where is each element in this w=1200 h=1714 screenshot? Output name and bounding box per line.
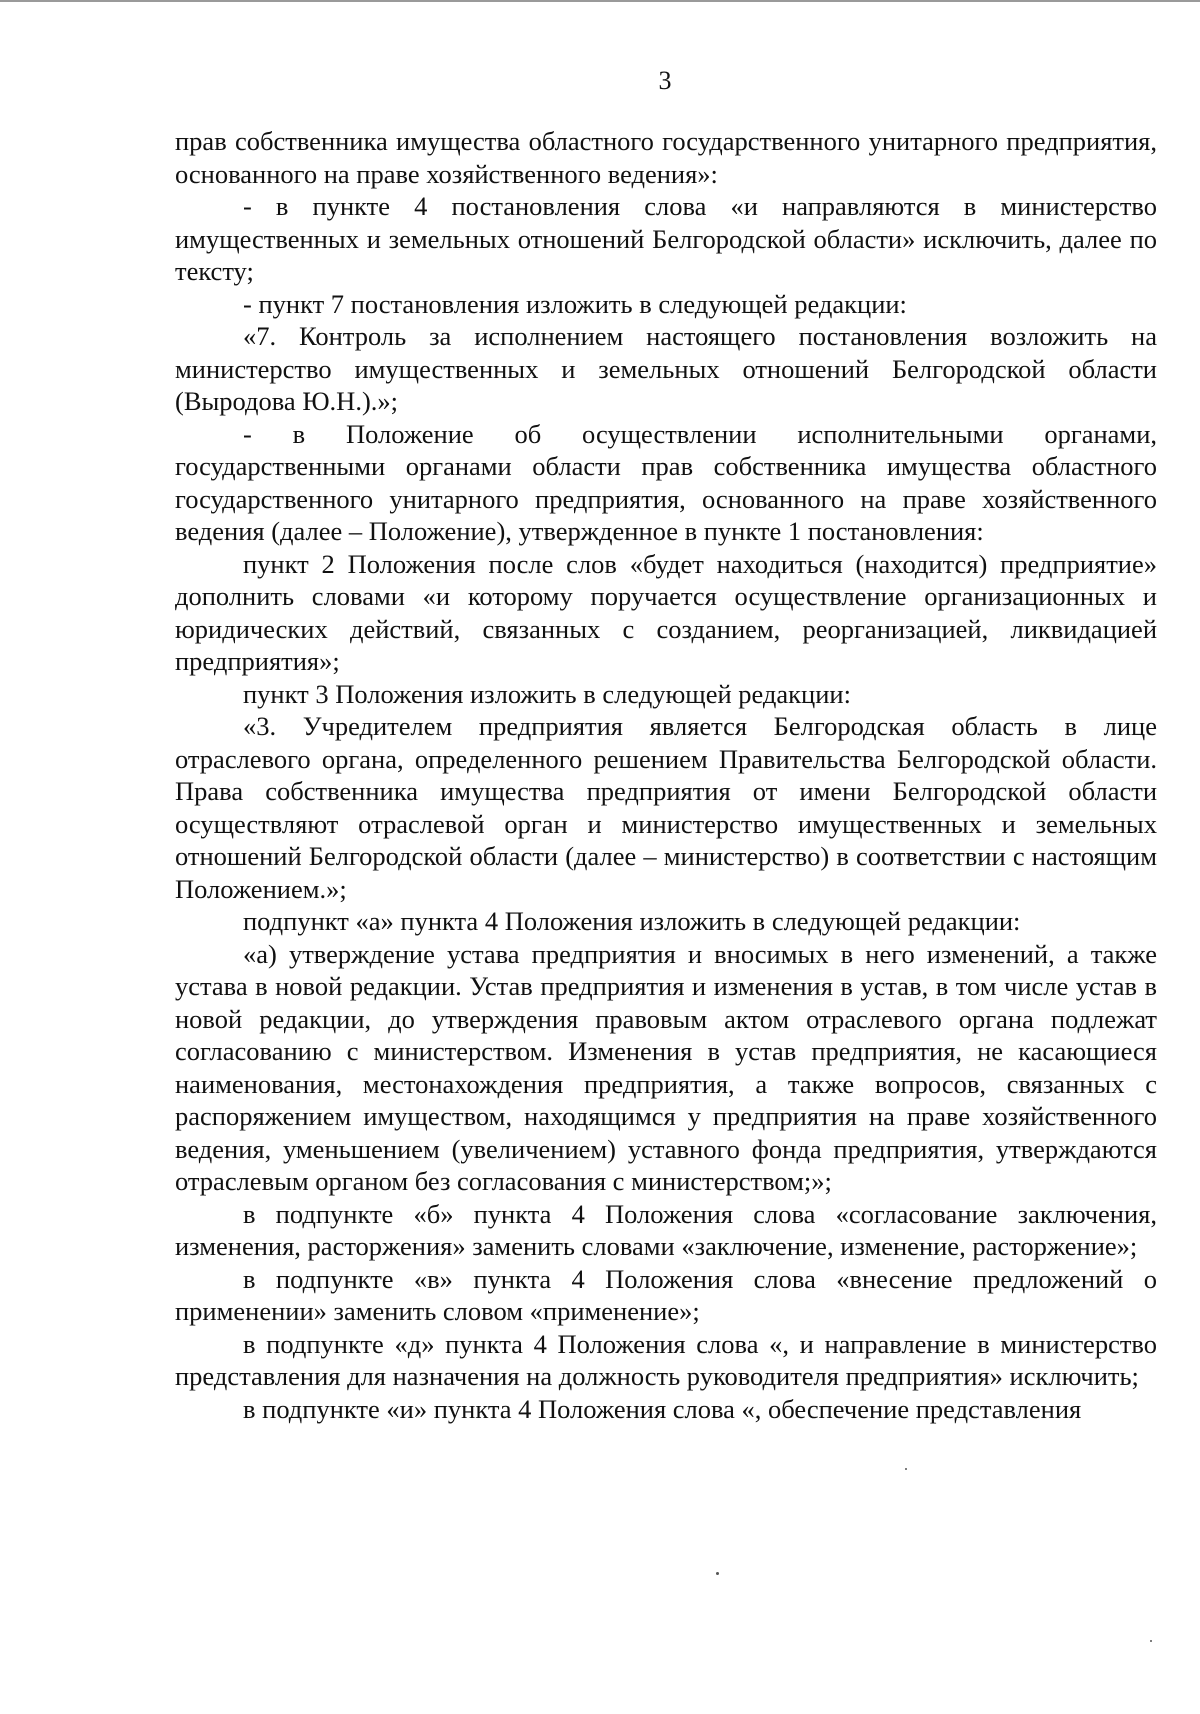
scan-speck [905, 1468, 907, 1470]
paragraph: в подпункте «б» пункта 4 Положения слова «согласование заключения, изменения, расторжения» заменить словами «заключение, изменение, расторжение»; [175, 1198, 1157, 1261]
paragraph: «3. Учредителем предприятия является Белгородская область в лице отраслевого органа, определенного решением Правительства Белгородской области. Права собственника имущества предприятия от имени Белгородской области осуществляют отраслевой орган и министерство имущественных и земельных отношений Белгородской области (далее – министерство) в соответствии с настоящим Положением.»; [175, 711, 1157, 904]
paragraph: - в пункте 4 постановления слова «и направляются в министерство имущественных и земельных отношений Белгородской области» исключить, далее по тексту; [175, 191, 1157, 286]
scan-speck [1150, 1640, 1152, 1642]
document-body [175, 125, 1157, 1425]
paragraph-continuation: прав собственника имущества областного государственного унитарного предприятия, основанного на праве хозяйственного ведения»: [175, 126, 1157, 189]
scan-speck [716, 1572, 719, 1575]
paragraph: «а) утверждение устава предприятия и вносимых в него изменений, а также устава в новой редакции. Устав предприятия и изменения в устав, в том числе устав в новой редакции, до утверждения правовым актом отраслевого органа подлежат согласованию с министерством. Изменения в устав предприятия, не касающиеся наименования, местонахождения предприятия, а также вопросов, связанных с распоряжением имуществом, находящимся у предприятия на праве хозяйственного ведения, уменьшением (увеличением) уставного фонда предприятия, утверждаются отраслевым органом без согласования с министерством;»; [175, 938, 1157, 1196]
paragraph: «7. Контроль за исполнением настоящего постановления возложить на министерство имущественных и земельных отношений Белгородской области (Выродова Ю.Н.).»; [175, 321, 1157, 416]
paragraph: пункт 3 Положения изложить в следующей редакции: [243, 678, 851, 709]
page-number: 3 [658, 66, 672, 95]
scan-top-edge [0, 0, 1200, 2]
paragraph: в подпункте «д» пункта 4 Положения слова «, и направление в министерство представления для назначения на должность руководителя предприятия» исключить; [175, 1328, 1157, 1391]
paragraph: в подпункте «и» пункта 4 Положения слова «, обеспечение представления [243, 1393, 1082, 1424]
paragraph: - в Положение об осуществлении исполнительными органами, государственными органами области прав собственника имущества областного государственного унитарного предприятия, основанного на праве хозяйственного ведения (далее – Положение), утвержденное в пункте 1 постановления: [175, 418, 1157, 546]
paragraph: - пункт 7 постановления изложить в следующей редакции: [243, 288, 907, 319]
paragraph: в подпункте «в» пункта 4 Положения слова «внесение предложений о применении» заменить словом «применение»; [175, 1263, 1157, 1326]
paragraph: пункт 2 Положения после слов «будет находиться (находится) предприятие» дополнить словами «и которому поручается осуществление организационных и юридических действий, связанных с созданием, реорганизацией, ликвидацией предприятия»; [175, 548, 1157, 676]
paragraph: подпункт «а» пункта 4 Положения изложить в следующей редакции: [243, 906, 1021, 936]
